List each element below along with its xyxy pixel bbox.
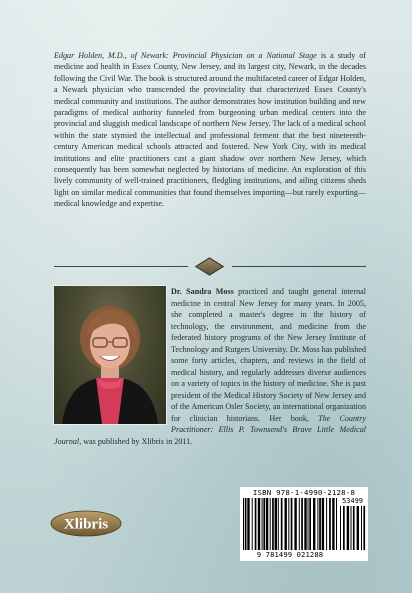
ean-digits: 9 781499 021288 [256,550,324,559]
book-title: Edgar Holden, M.D., of Newark: Provincial Physician on a National Stage [54,51,317,60]
author-bio [54,286,366,447]
bio-text-1: practiced and taught general internal medicine in central New Jersey for many years. In 2005, she completed a master's degree in the history of technology, the environment, and medicine from the federated history programs of the New Jersey Institute of Technology and Rutgers University. Dr. Moss has published some forty articles, chapters, and reviews in the field of medical history, and regularly addresses diverse audiences on a variety of topics in the history of medicine. She is past president of the Medical History Society of New Jersey and of the American Osler Society, an international organization for clinician historians. Her book, [171,287,366,423]
ean-barcode-bars [243,498,338,550]
divider-line-right [232,266,366,267]
price-code: 53499 [341,497,364,505]
bio-book-title: The Country Practitioner: Ellis P. Townsend's Brave Little Medical Journal [54,413,366,446]
logo-text: Xlibris [63,516,109,533]
divider-line-left [54,266,188,267]
price-barcode-bars [340,506,366,550]
bio-text-2: , was published by Xlibris in 2011. [79,436,193,446]
ornamental-divider [54,259,366,273]
diamond-ornament-icon [195,257,224,275]
author-name: Dr. Sandra Moss [171,287,234,296]
isbn-number: ISBN 978-1-4990-2128-8 [252,488,356,497]
blurb-text: is a study of medicine and health in Essex County, New Jersey, and its largest city, Newark, in the decades following the Civil War. The book is structured around the multifaceted career of Edgar Holden, a Newark physician who transcended the provinciality that characterized Essex County's medical community and institutions. The author demonstrates how institution building and new paradigms of medical authority funneled from burgeoning urban medical centers into the provincial and sluggish medical landscape of northern New Jersey. The lack of a medical school within the state stymied the intellectual and professional ferment that the best nineteenth-century American medical schools attracted and fostered. New York City, with its medical institutions and elite practitioners cast a giant shadow over northern New Jersey, which consequently has been somewhat neglected by historians of medicine. An exploration of this lively community of well-trained practitioners, fledgling institutions, and ailing citizens sheds light on similar medical communities that found themselves importing—but rarely exporting—medical knowledge and expertise. [54,51,366,209]
back-cover-blurb [54,50,366,210]
isbn-barcode [240,487,368,561]
xlibris-logo [50,510,122,537]
